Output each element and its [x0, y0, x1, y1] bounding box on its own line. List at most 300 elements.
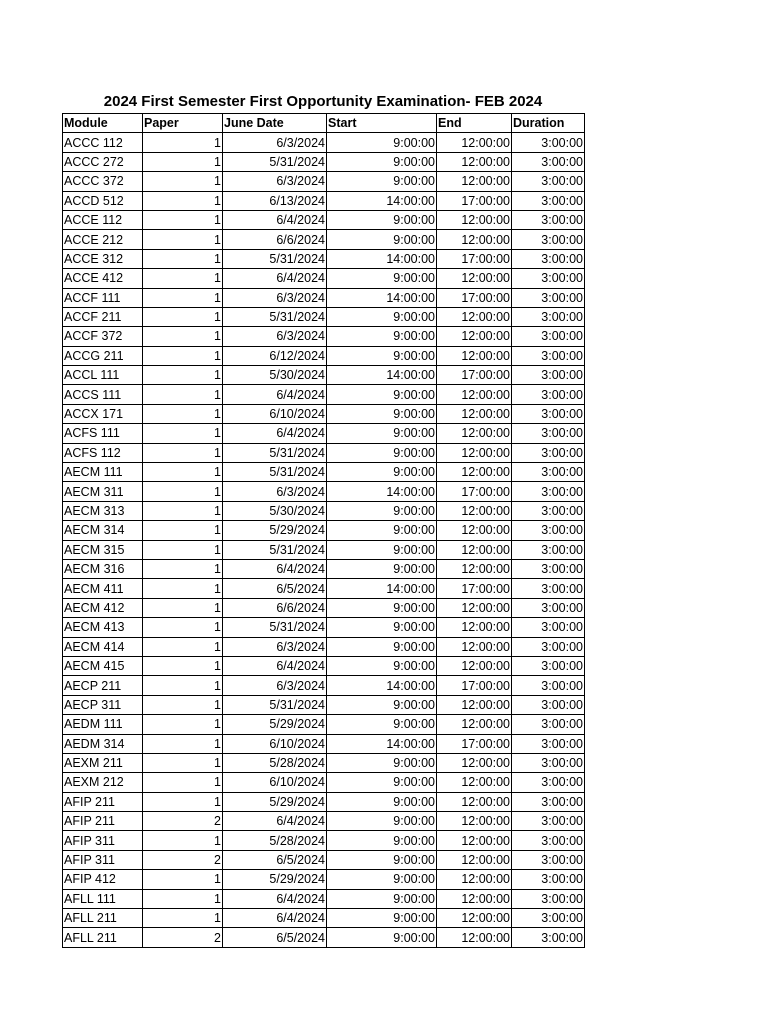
cell-duration[interactable]: 3:00:00 — [512, 152, 585, 171]
cell-module[interactable]: AFIP 311 — [63, 850, 143, 869]
cell-end[interactable]: 12:00:00 — [437, 501, 512, 520]
header-june-date[interactable]: June Date — [223, 114, 327, 133]
header-end[interactable]: End — [437, 114, 512, 133]
cell-module[interactable]: ACCC 372 — [63, 172, 143, 191]
cell-june-date[interactable]: 6/10/2024 — [223, 773, 327, 792]
cell-paper[interactable]: 1 — [143, 656, 223, 675]
table-row — [63, 327, 585, 346]
table-row — [63, 753, 585, 772]
cell-start[interactable]: 14:00:00 — [327, 366, 437, 385]
cell-start[interactable]: 9:00:00 — [327, 598, 437, 617]
cell-module[interactable]: AECM 315 — [63, 540, 143, 559]
cell-june-date[interactable]: 6/6/2024 — [223, 598, 327, 617]
cell-module[interactable]: ACCL 111 — [63, 366, 143, 385]
cell-june-date[interactable]: 6/4/2024 — [223, 385, 327, 404]
cell-start[interactable]: 9:00:00 — [327, 889, 437, 908]
cell-june-date[interactable]: 6/12/2024 — [223, 346, 327, 365]
cell-end[interactable]: 17:00:00 — [437, 191, 512, 210]
cell-duration[interactable]: 3:00:00 — [512, 695, 585, 714]
cell-paper[interactable]: 2 — [143, 850, 223, 869]
cell-june-date[interactable]: 6/4/2024 — [223, 889, 327, 908]
cell-june-date[interactable]: 6/4/2024 — [223, 812, 327, 831]
cell-module[interactable]: AFLL 211 — [63, 928, 143, 947]
cell-june-date[interactable]: 5/31/2024 — [223, 463, 327, 482]
cell-duration[interactable]: 3:00:00 — [512, 734, 585, 753]
cell-start[interactable]: 9:00:00 — [327, 618, 437, 637]
header-start[interactable]: Start — [327, 114, 437, 133]
cell-paper[interactable]: 1 — [143, 773, 223, 792]
cell-duration[interactable]: 3:00:00 — [512, 249, 585, 268]
cell-duration[interactable]: 3:00:00 — [512, 230, 585, 249]
cell-june-date[interactable]: 6/4/2024 — [223, 210, 327, 229]
cell-june-date[interactable]: 6/3/2024 — [223, 637, 327, 656]
cell-module[interactable]: AECP 311 — [63, 695, 143, 714]
cell-duration[interactable]: 3:00:00 — [512, 753, 585, 772]
cell-end[interactable]: 12:00:00 — [437, 928, 512, 947]
cell-june-date[interactable]: 5/31/2024 — [223, 249, 327, 268]
cell-june-date[interactable]: 6/13/2024 — [223, 191, 327, 210]
cell-paper[interactable]: 1 — [143, 249, 223, 268]
cell-duration[interactable]: 3:00:00 — [512, 307, 585, 326]
cell-start[interactable]: 9:00:00 — [327, 753, 437, 772]
cell-module[interactable]: AEXM 211 — [63, 753, 143, 772]
cell-duration[interactable]: 3:00:00 — [512, 269, 585, 288]
cell-module[interactable]: AECM 414 — [63, 637, 143, 656]
table-row — [63, 133, 585, 152]
cell-end[interactable]: 12:00:00 — [437, 327, 512, 346]
cell-end[interactable]: 17:00:00 — [437, 579, 512, 598]
cell-duration[interactable]: 3:00:00 — [512, 366, 585, 385]
cell-duration[interactable]: 3:00:00 — [512, 327, 585, 346]
cell-duration[interactable]: 3:00:00 — [512, 385, 585, 404]
cell-module[interactable]: AECM 111 — [63, 463, 143, 482]
cell-duration[interactable]: 3:00:00 — [512, 133, 585, 152]
cell-duration[interactable]: 3:00:00 — [512, 870, 585, 889]
header-module[interactable]: Module — [63, 114, 143, 133]
cell-start[interactable]: 14:00:00 — [327, 482, 437, 501]
cell-end[interactable]: 12:00:00 — [437, 831, 512, 850]
cell-start[interactable]: 9:00:00 — [327, 443, 437, 462]
table-row — [63, 521, 585, 540]
cell-duration[interactable]: 3:00:00 — [512, 191, 585, 210]
table-row — [63, 172, 585, 191]
cell-end[interactable]: 12:00:00 — [437, 133, 512, 152]
cell-june-date[interactable]: 6/3/2024 — [223, 327, 327, 346]
cell-end[interactable]: 17:00:00 — [437, 734, 512, 753]
cell-duration[interactable]: 3:00:00 — [512, 889, 585, 908]
cell-start[interactable]: 14:00:00 — [327, 579, 437, 598]
cell-module[interactable]: ACFS 112 — [63, 443, 143, 462]
table-row — [63, 152, 585, 171]
cell-end[interactable]: 12:00:00 — [437, 792, 512, 811]
cell-module[interactable]: ACCE 212 — [63, 230, 143, 249]
cell-module[interactable]: ACFS 111 — [63, 424, 143, 443]
cell-june-date[interactable]: 6/4/2024 — [223, 656, 327, 675]
cell-end[interactable]: 17:00:00 — [437, 249, 512, 268]
cell-module[interactable]: AECM 411 — [63, 579, 143, 598]
cell-paper[interactable]: 1 — [143, 559, 223, 578]
table-row — [63, 249, 585, 268]
cell-paper[interactable]: 1 — [143, 792, 223, 811]
cell-module[interactable]: AECM 316 — [63, 559, 143, 578]
cell-paper[interactable]: 1 — [143, 269, 223, 288]
cell-end[interactable]: 12:00:00 — [437, 773, 512, 792]
cell-start[interactable]: 14:00:00 — [327, 249, 437, 268]
cell-duration[interactable]: 3:00:00 — [512, 424, 585, 443]
cell-start[interactable]: 9:00:00 — [327, 152, 437, 171]
cell-end[interactable]: 12:00:00 — [437, 753, 512, 772]
table-row — [63, 366, 585, 385]
cell-june-date[interactable]: 6/4/2024 — [223, 559, 327, 578]
table-row — [63, 424, 585, 443]
cell-paper[interactable]: 1 — [143, 521, 223, 540]
cell-start[interactable]: 9:00:00 — [327, 346, 437, 365]
cell-module[interactable]: ACCC 112 — [63, 133, 143, 152]
table-row — [63, 870, 585, 889]
cell-start[interactable]: 9:00:00 — [327, 792, 437, 811]
cell-start[interactable]: 14:00:00 — [327, 191, 437, 210]
cell-duration[interactable]: 3:00:00 — [512, 443, 585, 462]
cell-duration[interactable]: 3:00:00 — [512, 540, 585, 559]
cell-paper[interactable]: 1 — [143, 424, 223, 443]
cell-start[interactable]: 9:00:00 — [327, 269, 437, 288]
cell-paper[interactable]: 1 — [143, 152, 223, 171]
cell-paper[interactable]: 1 — [143, 715, 223, 734]
cell-paper[interactable]: 1 — [143, 501, 223, 520]
cell-end[interactable]: 12:00:00 — [437, 540, 512, 559]
cell-module[interactable]: ACCD 512 — [63, 191, 143, 210]
cell-module[interactable]: AFIP 211 — [63, 812, 143, 831]
cell-end[interactable]: 17:00:00 — [437, 676, 512, 695]
cell-start[interactable]: 9:00:00 — [327, 172, 437, 191]
cell-june-date[interactable]: 5/31/2024 — [223, 618, 327, 637]
cell-module[interactable]: AFIP 412 — [63, 870, 143, 889]
cell-module[interactable]: AFLL 211 — [63, 909, 143, 928]
cell-duration[interactable]: 3:00:00 — [512, 715, 585, 734]
cell-start[interactable]: 9:00:00 — [327, 404, 437, 423]
cell-end[interactable]: 12:00:00 — [437, 404, 512, 423]
cell-end[interactable]: 12:00:00 — [437, 269, 512, 288]
cell-june-date[interactable]: 6/10/2024 — [223, 404, 327, 423]
header-row — [63, 114, 585, 133]
table-row — [63, 773, 585, 792]
cell-end[interactable]: 12:00:00 — [437, 463, 512, 482]
cell-end[interactable]: 12:00:00 — [437, 889, 512, 908]
table-row — [63, 909, 585, 928]
cell-start[interactable]: 9:00:00 — [327, 385, 437, 404]
cell-end[interactable]: 17:00:00 — [437, 288, 512, 307]
cell-start[interactable]: 9:00:00 — [327, 307, 437, 326]
cell-paper[interactable]: 1 — [143, 831, 223, 850]
cell-end[interactable]: 12:00:00 — [437, 656, 512, 675]
sheet-title: 2024 First Semester First Opportunity Examination- FEB 2024 — [103, 93, 543, 110]
cell-paper[interactable]: 1 — [143, 366, 223, 385]
cell-june-date[interactable]: 6/5/2024 — [223, 579, 327, 598]
cell-june-date[interactable]: 6/6/2024 — [223, 230, 327, 249]
cell-duration[interactable]: 3:00:00 — [512, 618, 585, 637]
cell-duration[interactable]: 3:00:00 — [512, 773, 585, 792]
cell-module[interactable]: AECM 415 — [63, 656, 143, 675]
cell-module[interactable]: ACCE 112 — [63, 210, 143, 229]
cell-end[interactable]: 12:00:00 — [437, 230, 512, 249]
cell-june-date[interactable]: 5/30/2024 — [223, 501, 327, 520]
cell-june-date[interactable]: 5/29/2024 — [223, 870, 327, 889]
cell-start[interactable]: 9:00:00 — [327, 637, 437, 656]
table-row — [63, 676, 585, 695]
cell-start[interactable]: 9:00:00 — [327, 656, 437, 675]
cell-duration[interactable]: 3:00:00 — [512, 676, 585, 695]
cell-paper[interactable]: 1 — [143, 385, 223, 404]
table-row — [63, 191, 585, 210]
cell-end[interactable]: 12:00:00 — [437, 346, 512, 365]
cell-june-date[interactable]: 6/3/2024 — [223, 482, 327, 501]
cell-june-date[interactable]: 6/4/2024 — [223, 909, 327, 928]
table-row — [63, 501, 585, 520]
cell-duration[interactable]: 3:00:00 — [512, 909, 585, 928]
table-row — [63, 579, 585, 598]
cell-module[interactable]: AECP 211 — [63, 676, 143, 695]
cell-module[interactable]: ACCF 211 — [63, 307, 143, 326]
cell-end[interactable]: 12:00:00 — [437, 385, 512, 404]
cell-june-date[interactable]: 5/31/2024 — [223, 152, 327, 171]
cell-june-date[interactable]: 6/5/2024 — [223, 850, 327, 869]
cell-paper[interactable]: 2 — [143, 812, 223, 831]
cell-end[interactable]: 12:00:00 — [437, 521, 512, 540]
cell-start[interactable]: 9:00:00 — [327, 210, 437, 229]
cell-duration[interactable]: 3:00:00 — [512, 172, 585, 191]
cell-paper[interactable]: 1 — [143, 172, 223, 191]
cell-duration[interactable]: 3:00:00 — [512, 559, 585, 578]
cell-module[interactable]: ACCS 111 — [63, 385, 143, 404]
cell-paper[interactable]: 1 — [143, 734, 223, 753]
table-row — [63, 812, 585, 831]
exam-schedule-table — [62, 113, 585, 948]
table-row — [63, 792, 585, 811]
cell-june-date[interactable]: 6/3/2024 — [223, 288, 327, 307]
cell-end[interactable]: 12:00:00 — [437, 307, 512, 326]
cell-paper[interactable]: 1 — [143, 540, 223, 559]
cell-start[interactable]: 9:00:00 — [327, 715, 437, 734]
cell-start[interactable]: 9:00:00 — [327, 230, 437, 249]
table-row — [63, 404, 585, 423]
cell-duration[interactable]: 3:00:00 — [512, 831, 585, 850]
cell-paper[interactable]: 1 — [143, 482, 223, 501]
cell-paper[interactable]: 1 — [143, 889, 223, 908]
cell-paper[interactable]: 1 — [143, 210, 223, 229]
cell-paper[interactable]: 1 — [143, 288, 223, 307]
cell-end[interactable]: 12:00:00 — [437, 172, 512, 191]
cell-june-date[interactable]: 5/28/2024 — [223, 753, 327, 772]
cell-start[interactable]: 9:00:00 — [327, 133, 437, 152]
table-row — [63, 463, 585, 482]
cell-end[interactable]: 12:00:00 — [437, 424, 512, 443]
cell-module[interactable]: AEDM 111 — [63, 715, 143, 734]
cell-start[interactable]: 14:00:00 — [327, 734, 437, 753]
table-row — [63, 346, 585, 365]
table-row — [63, 734, 585, 753]
cell-module[interactable]: AEDM 314 — [63, 734, 143, 753]
table-row — [63, 928, 585, 947]
table-row — [63, 210, 585, 229]
cell-june-date[interactable]: 6/4/2024 — [223, 424, 327, 443]
cell-start[interactable]: 9:00:00 — [327, 327, 437, 346]
cell-end[interactable]: 12:00:00 — [437, 559, 512, 578]
table-row — [63, 482, 585, 501]
cell-paper[interactable]: 1 — [143, 133, 223, 152]
header-duration[interactable]: Duration — [512, 114, 585, 133]
table-row — [63, 618, 585, 637]
cell-june-date[interactable]: 6/3/2024 — [223, 172, 327, 191]
cell-duration[interactable]: 3:00:00 — [512, 579, 585, 598]
cell-start[interactable]: 9:00:00 — [327, 424, 437, 443]
cell-start[interactable]: 9:00:00 — [327, 463, 437, 482]
cell-june-date[interactable]: 5/28/2024 — [223, 831, 327, 850]
cell-end[interactable]: 12:00:00 — [437, 618, 512, 637]
cell-end[interactable]: 12:00:00 — [437, 443, 512, 462]
table-row — [63, 889, 585, 908]
table-row — [63, 269, 585, 288]
cell-start[interactable]: 9:00:00 — [327, 909, 437, 928]
table-row — [63, 230, 585, 249]
cell-june-date[interactable]: 6/3/2024 — [223, 133, 327, 152]
cell-start[interactable]: 14:00:00 — [327, 288, 437, 307]
cell-module[interactable]: AFIP 211 — [63, 792, 143, 811]
table-row — [63, 656, 585, 675]
cell-paper[interactable]: 1 — [143, 307, 223, 326]
cell-paper[interactable]: 1 — [143, 463, 223, 482]
cell-duration[interactable]: 3:00:00 — [512, 812, 585, 831]
cell-duration[interactable]: 3:00:00 — [512, 656, 585, 675]
cell-duration[interactable]: 3:00:00 — [512, 521, 585, 540]
table-row — [63, 715, 585, 734]
table-row — [63, 443, 585, 462]
cell-end[interactable]: 12:00:00 — [437, 598, 512, 617]
cell-june-date[interactable]: 5/29/2024 — [223, 715, 327, 734]
cell-paper[interactable]: 1 — [143, 870, 223, 889]
table-row — [63, 598, 585, 617]
cell-end[interactable]: 12:00:00 — [437, 909, 512, 928]
cell-module[interactable]: AECM 311 — [63, 482, 143, 501]
cell-start[interactable]: 9:00:00 — [327, 559, 437, 578]
cell-end[interactable]: 12:00:00 — [437, 850, 512, 869]
cell-june-date[interactable]: 5/31/2024 — [223, 540, 327, 559]
cell-paper[interactable]: 1 — [143, 443, 223, 462]
cell-paper[interactable]: 1 — [143, 618, 223, 637]
table-row — [63, 695, 585, 714]
cell-duration[interactable]: 3:00:00 — [512, 501, 585, 520]
cell-module[interactable]: ACCF 111 — [63, 288, 143, 307]
cell-paper[interactable]: 1 — [143, 676, 223, 695]
cell-module[interactable]: AECM 313 — [63, 501, 143, 520]
cell-start[interactable]: 9:00:00 — [327, 521, 437, 540]
header-paper[interactable]: Paper — [143, 114, 223, 133]
cell-start[interactable]: 9:00:00 — [327, 850, 437, 869]
cell-duration[interactable]: 3:00:00 — [512, 850, 585, 869]
cell-end[interactable]: 12:00:00 — [437, 695, 512, 714]
cell-duration[interactable]: 3:00:00 — [512, 928, 585, 947]
cell-end[interactable]: 12:00:00 — [437, 715, 512, 734]
table-row — [63, 540, 585, 559]
cell-start[interactable]: 9:00:00 — [327, 928, 437, 947]
cell-paper[interactable]: 1 — [143, 753, 223, 772]
table-row — [63, 385, 585, 404]
cell-module[interactable]: ACCG 211 — [63, 346, 143, 365]
cell-duration[interactable]: 3:00:00 — [512, 792, 585, 811]
cell-start[interactable]: 9:00:00 — [327, 812, 437, 831]
cell-module[interactable]: AECM 413 — [63, 618, 143, 637]
table-row — [63, 559, 585, 578]
cell-paper[interactable]: 1 — [143, 579, 223, 598]
cell-module[interactable]: AECM 314 — [63, 521, 143, 540]
cell-module[interactable]: AFLL 111 — [63, 889, 143, 908]
cell-start[interactable]: 14:00:00 — [327, 676, 437, 695]
cell-june-date[interactable]: 6/10/2024 — [223, 734, 327, 753]
cell-module[interactable]: ACCC 272 — [63, 152, 143, 171]
cell-duration[interactable]: 3:00:00 — [512, 288, 585, 307]
cell-module[interactable]: AEXM 212 — [63, 773, 143, 792]
cell-paper[interactable]: 1 — [143, 191, 223, 210]
cell-june-date[interactable]: 5/31/2024 — [223, 307, 327, 326]
cell-start[interactable]: 9:00:00 — [327, 831, 437, 850]
cell-end[interactable]: 17:00:00 — [437, 482, 512, 501]
cell-module[interactable]: ACCX 171 — [63, 404, 143, 423]
cell-duration[interactable]: 3:00:00 — [512, 598, 585, 617]
cell-paper[interactable]: 1 — [143, 637, 223, 656]
cell-duration[interactable]: 3:00:00 — [512, 404, 585, 423]
cell-paper[interactable]: 1 — [143, 695, 223, 714]
cell-june-date[interactable]: 6/5/2024 — [223, 928, 327, 947]
cell-start[interactable]: 9:00:00 — [327, 695, 437, 714]
cell-paper[interactable]: 1 — [143, 404, 223, 423]
cell-june-date[interactable]: 5/29/2024 — [223, 521, 327, 540]
cell-duration[interactable]: 3:00:00 — [512, 637, 585, 656]
table-body — [63, 133, 585, 947]
cell-paper[interactable]: 2 — [143, 928, 223, 947]
cell-june-date[interactable]: 6/4/2024 — [223, 269, 327, 288]
cell-end[interactable]: 12:00:00 — [437, 637, 512, 656]
cell-june-date[interactable]: 5/31/2024 — [223, 695, 327, 714]
cell-module[interactable]: AFIP 311 — [63, 831, 143, 850]
cell-paper[interactable]: 1 — [143, 230, 223, 249]
cell-june-date[interactable]: 5/31/2024 — [223, 443, 327, 462]
cell-end[interactable]: 12:00:00 — [437, 870, 512, 889]
cell-end[interactable]: 17:00:00 — [437, 366, 512, 385]
table-row — [63, 831, 585, 850]
cell-june-date[interactable]: 5/30/2024 — [223, 366, 327, 385]
cell-duration[interactable]: 3:00:00 — [512, 482, 585, 501]
cell-start[interactable]: 9:00:00 — [327, 501, 437, 520]
cell-june-date[interactable]: 5/29/2024 — [223, 792, 327, 811]
cell-module[interactable]: AECM 412 — [63, 598, 143, 617]
cell-june-date[interactable]: 6/3/2024 — [223, 676, 327, 695]
cell-duration[interactable]: 3:00:00 — [512, 463, 585, 482]
cell-end[interactable]: 12:00:00 — [437, 152, 512, 171]
cell-paper[interactable]: 1 — [143, 346, 223, 365]
cell-paper[interactable]: 1 — [143, 909, 223, 928]
cell-module[interactable]: ACCE 412 — [63, 269, 143, 288]
cell-duration[interactable]: 3:00:00 — [512, 346, 585, 365]
cell-end[interactable]: 12:00:00 — [437, 812, 512, 831]
cell-module[interactable]: ACCF 372 — [63, 327, 143, 346]
cell-paper[interactable]: 1 — [143, 327, 223, 346]
cell-start[interactable]: 9:00:00 — [327, 540, 437, 559]
cell-start[interactable]: 9:00:00 — [327, 870, 437, 889]
cell-paper[interactable]: 1 — [143, 598, 223, 617]
cell-start[interactable]: 9:00:00 — [327, 773, 437, 792]
cell-module[interactable]: ACCE 312 — [63, 249, 143, 268]
cell-duration[interactable]: 3:00:00 — [512, 210, 585, 229]
cell-end[interactable]: 12:00:00 — [437, 210, 512, 229]
